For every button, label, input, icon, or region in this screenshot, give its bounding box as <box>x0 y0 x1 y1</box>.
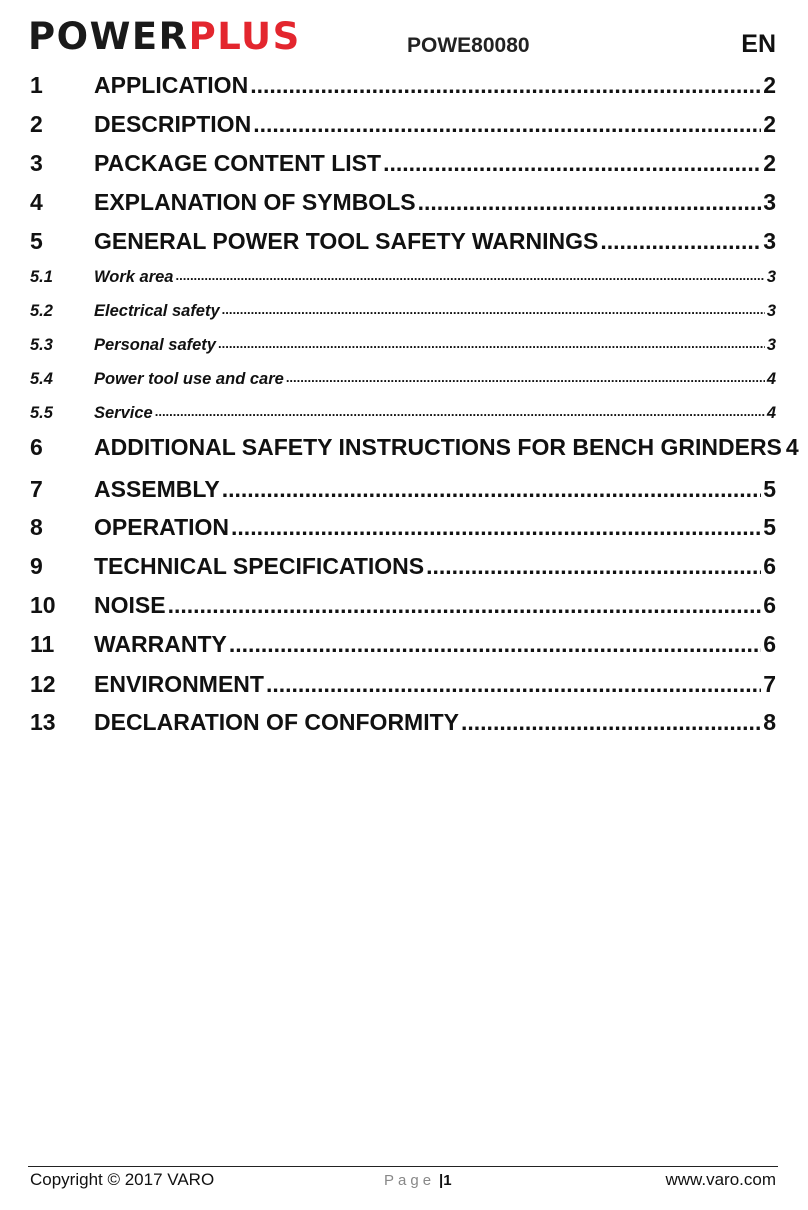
toc-entry[interactable] <box>30 671 776 701</box>
toc-dot-leader <box>426 553 761 580</box>
toc-dot-leader <box>253 111 761 138</box>
toc-entry[interactable] <box>30 514 776 544</box>
toc-entry-number: 3 <box>30 150 43 176</box>
toc-entry-title: WARRANTY <box>94 631 227 657</box>
toc-entry-title: TECHNICAL SPECIFICATIONS <box>94 553 425 579</box>
copyright: Copyright © 2017 VARO <box>30 1170 215 1189</box>
toc-entry-page: 6 <box>763 592 776 618</box>
toc-entry-title: Personal safety <box>94 336 216 354</box>
page-indicator <box>384 1172 452 1189</box>
toc-entry-page: 2 <box>763 72 776 98</box>
toc-entry-title: APPLICATION <box>94 72 249 98</box>
toc-entry-page: 7 <box>763 671 776 697</box>
toc-entry-number: 2 <box>30 111 43 137</box>
toc-entry-number: 8 <box>30 514 43 540</box>
toc-entry-title: OPERATION <box>94 514 230 540</box>
toc-dot-leader <box>383 150 761 177</box>
toc-entry-page: 3 <box>763 228 776 254</box>
toc-dot-leader <box>461 709 761 736</box>
toc-entry-number: 9 <box>30 553 43 579</box>
toc-entry-number: 13 <box>30 709 56 735</box>
toc-dot-leader <box>266 671 761 698</box>
toc-entry-page: 2 <box>763 150 776 176</box>
toc-entry-page: 4 <box>766 404 776 422</box>
toc-entry-number: 1 <box>30 72 43 98</box>
toc-dot-leader <box>229 631 761 658</box>
toc-entry-number: 5.3 <box>30 336 53 354</box>
toc-entry[interactable] <box>30 111 776 141</box>
toc-entry[interactable] <box>30 228 776 258</box>
toc-entry-page: 6 <box>763 553 776 579</box>
toc-entry-number: 12 <box>30 671 56 697</box>
toc-dot-leader <box>418 189 762 216</box>
language-code: EN <box>741 30 776 58</box>
brand-logo <box>28 15 301 59</box>
toc-entry-page: 5 <box>763 514 776 540</box>
page-separator: | <box>439 1172 444 1189</box>
toc-dot-leader <box>286 370 765 389</box>
toc-dot-leader <box>168 592 762 619</box>
toc-entry[interactable] <box>30 553 776 583</box>
toc-entry-number: 10 <box>30 592 56 618</box>
toc-dot-leader <box>155 404 765 423</box>
toc-entry[interactable] <box>30 631 776 661</box>
toc-entry[interactable] <box>30 370 776 392</box>
toc-entry-page: 3 <box>766 268 776 286</box>
toc-dot-leader <box>231 514 761 541</box>
toc-entry-title: Service <box>94 404 153 422</box>
website-link[interactable]: www.varo.com <box>665 1170 776 1189</box>
toc-entry[interactable] <box>30 709 776 739</box>
toc-entry-title: Electrical safety <box>94 302 220 320</box>
logo-power: POWER <box>28 15 189 58</box>
toc-entry-page: 4 <box>785 434 799 460</box>
page-number: 1 <box>443 1172 452 1189</box>
toc-entry-number: 7 <box>30 476 43 502</box>
toc-entry[interactable] <box>30 404 776 426</box>
toc-entry-title: NOISE <box>94 592 166 618</box>
toc-entry-number: 5.4 <box>30 370 53 388</box>
toc-dot-leader <box>218 336 765 355</box>
toc-entry[interactable] <box>30 336 776 358</box>
toc-entry-title: DESCRIPTION <box>94 111 252 137</box>
toc-entry-title: ASSEMBLY <box>94 476 220 502</box>
toc-entry-title: Work area <box>94 268 174 286</box>
toc-entry-page: 3 <box>763 189 776 215</box>
footer-divider <box>28 1166 778 1167</box>
toc-entry[interactable] <box>30 302 776 324</box>
toc-entry-number: 4 <box>30 189 43 215</box>
logo-plus: PLUS <box>188 15 301 58</box>
toc-entry-title: Power tool use and care <box>94 370 284 388</box>
toc-entry[interactable] <box>30 150 776 180</box>
toc-entry[interactable] <box>30 72 776 102</box>
toc-entry-page: 6 <box>763 631 776 657</box>
toc-dot-leader <box>250 72 761 99</box>
toc-dot-leader <box>222 476 762 503</box>
toc-entry-number: 6 <box>30 434 43 460</box>
toc-entry-page: 3 <box>766 302 776 320</box>
toc-entry-number: 5 <box>30 228 43 254</box>
toc-entry[interactable] <box>30 268 776 290</box>
page-header <box>0 0 808 70</box>
toc-entry-title: DECLARATION OF CONFORMITY <box>94 709 459 735</box>
toc-entry[interactable] <box>30 476 776 506</box>
toc-entry-page: 4 <box>766 370 776 388</box>
toc-dot-leader <box>176 268 765 287</box>
toc-entry-title: GENERAL POWER TOOL SAFETY WARNINGS <box>94 228 599 254</box>
model-number: POWE80080 <box>407 34 530 57</box>
toc-entry-page: 8 <box>763 709 776 735</box>
toc-entry-title: EXPLANATION OF SYMBOLS <box>94 189 416 215</box>
toc-entry-page: 3 <box>766 336 776 354</box>
toc-entry[interactable] <box>30 189 776 219</box>
toc-entry-number: 11 <box>30 631 55 657</box>
toc-dot-leader <box>222 302 765 321</box>
toc-entry-number: 5.5 <box>30 404 53 422</box>
toc-entry-title: ENVIRONMENT <box>94 671 264 697</box>
toc-entry-page: 2 <box>763 111 776 137</box>
toc-entry[interactable] <box>30 434 799 464</box>
toc-entry[interactable] <box>30 592 776 622</box>
toc-entry-number: 5.1 <box>30 268 53 286</box>
toc-dot-leader <box>600 228 761 255</box>
page-label: Page <box>384 1172 436 1189</box>
toc-entry-title: PACKAGE CONTENT LIST <box>94 150 382 176</box>
toc-entry-number: 5.2 <box>30 302 53 320</box>
toc-entry-title: ADDITIONAL SAFETY INSTRUCTIONS FOR BENCH GRINDERS <box>94 434 782 460</box>
toc-entry-page: 5 <box>763 476 776 502</box>
